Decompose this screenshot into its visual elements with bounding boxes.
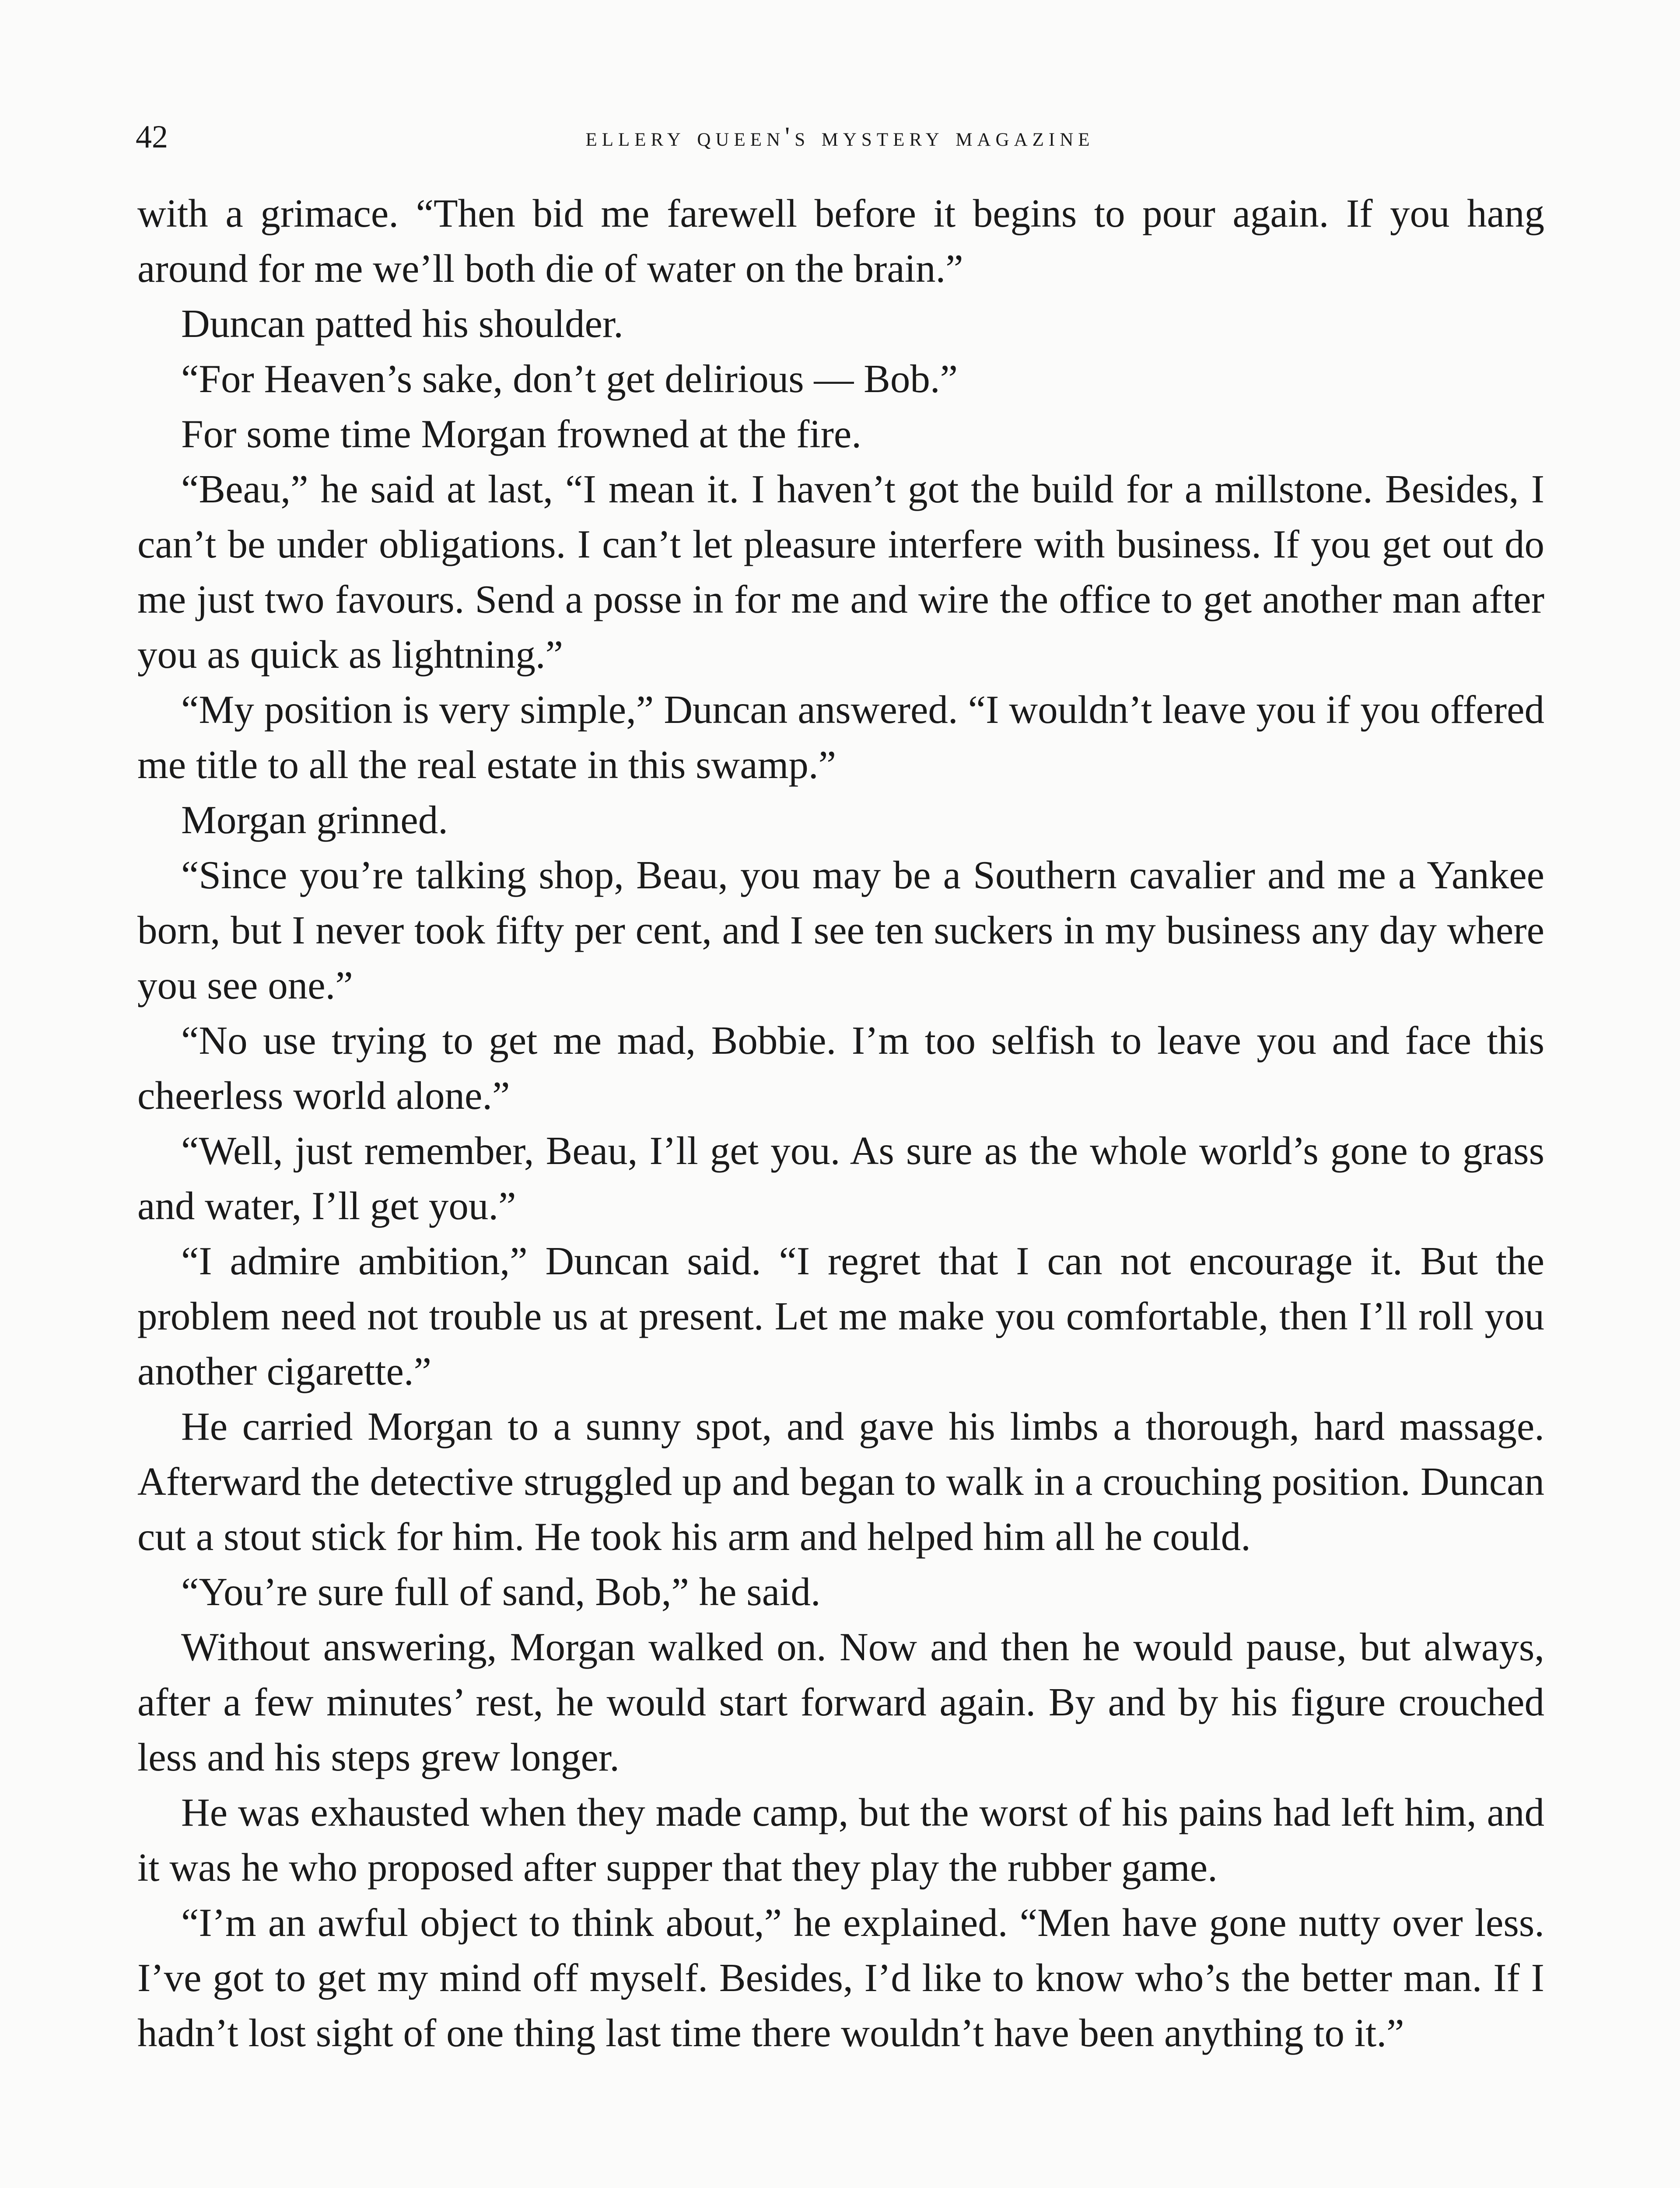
paragraph: “Well, just remember, Beau, I’ll get you. As sure as the whole world’s gone to grass and water, I’ll get you.” xyxy=(137,1129,1544,1228)
paragraph: “Beau,” he said at last, “I mean it. I haven’t got the build for a millstone. Besides, I can’t be under obligations. I can’t let pleasure interfere with business. If you get out do me just two favours. Send a posse in for me and wire the office to get another man after you as quick as lightning.” xyxy=(137,467,1544,677)
paragraph: He carried Morgan to a sunny spot, and gave his limbs a thorough, hard massage. Afterward the detective struggled up and began to walk in a crouching position. Duncan cut a stout stick for him. He took his arm and helped him all he could. xyxy=(137,1404,1544,1559)
paragraph: Morgan grinned. xyxy=(181,798,448,842)
page-header xyxy=(136,113,1544,161)
paragraph: “Since you’re talking shop, Beau, you may be a Southern cavalier and me a Yankee born, but I never took fifty per cent, and I see ten suckers in my business any day where you see one.” xyxy=(137,853,1544,1007)
story-text xyxy=(137,186,1544,2061)
paragraph: with a grimace. “Then bid me farewell before it begins to pour again. If you hang around for me we’ll both die of water on the brain.” xyxy=(137,191,1544,291)
paragraph: Without answering, Morgan walked on. Now and then he would pause, but always, after a few minutes’ rest, he would start forward again. By and by his figure crouched less and his steps grew longer. xyxy=(137,1625,1544,1779)
paragraph: “You’re sure full of sand, Bob,” he said. xyxy=(181,1570,821,1614)
paragraph: “For Heaven’s sake, don’t get delirious — Bob.” xyxy=(181,357,958,401)
paragraph: “My position is very simple,” Duncan answered. “I wouldn’t leave you if you offered me title to all the real estate in this swamp.” xyxy=(137,687,1544,787)
paragraph: Duncan patted his shoulder. xyxy=(181,302,623,346)
paragraph: “No use trying to get me mad, Bobbie. I’m too selfish to leave you and face this cheerless world alone.” xyxy=(137,1018,1544,1118)
paragraph: He was exhausted when they made camp, but the worst of his pains had left him, and it was he who proposed after supper that they play the rubber game. xyxy=(137,1790,1544,1890)
page-number: 42 xyxy=(136,119,168,155)
paragraph: “I admire ambition,” Duncan said. “I regret that I can not encourage it. But the problem need not trouble us at present. Let me make you comfortable, then I’ll roll you another cigarette.” xyxy=(137,1239,1544,1393)
paragraph: “I’m an awful object to think about,” he explained. “Men have gone nutty over less. I’ve got to get my mind off myself. Besides, I’d like to know who’s the better man. If I hadn’t lost sight of one thing last time there wouldn’t have been anything to it.” xyxy=(137,1900,1544,2055)
paragraph: For some time Morgan frowned at the fire. xyxy=(181,412,862,456)
running-title: ellery queen's mystery magazine xyxy=(585,122,1095,152)
